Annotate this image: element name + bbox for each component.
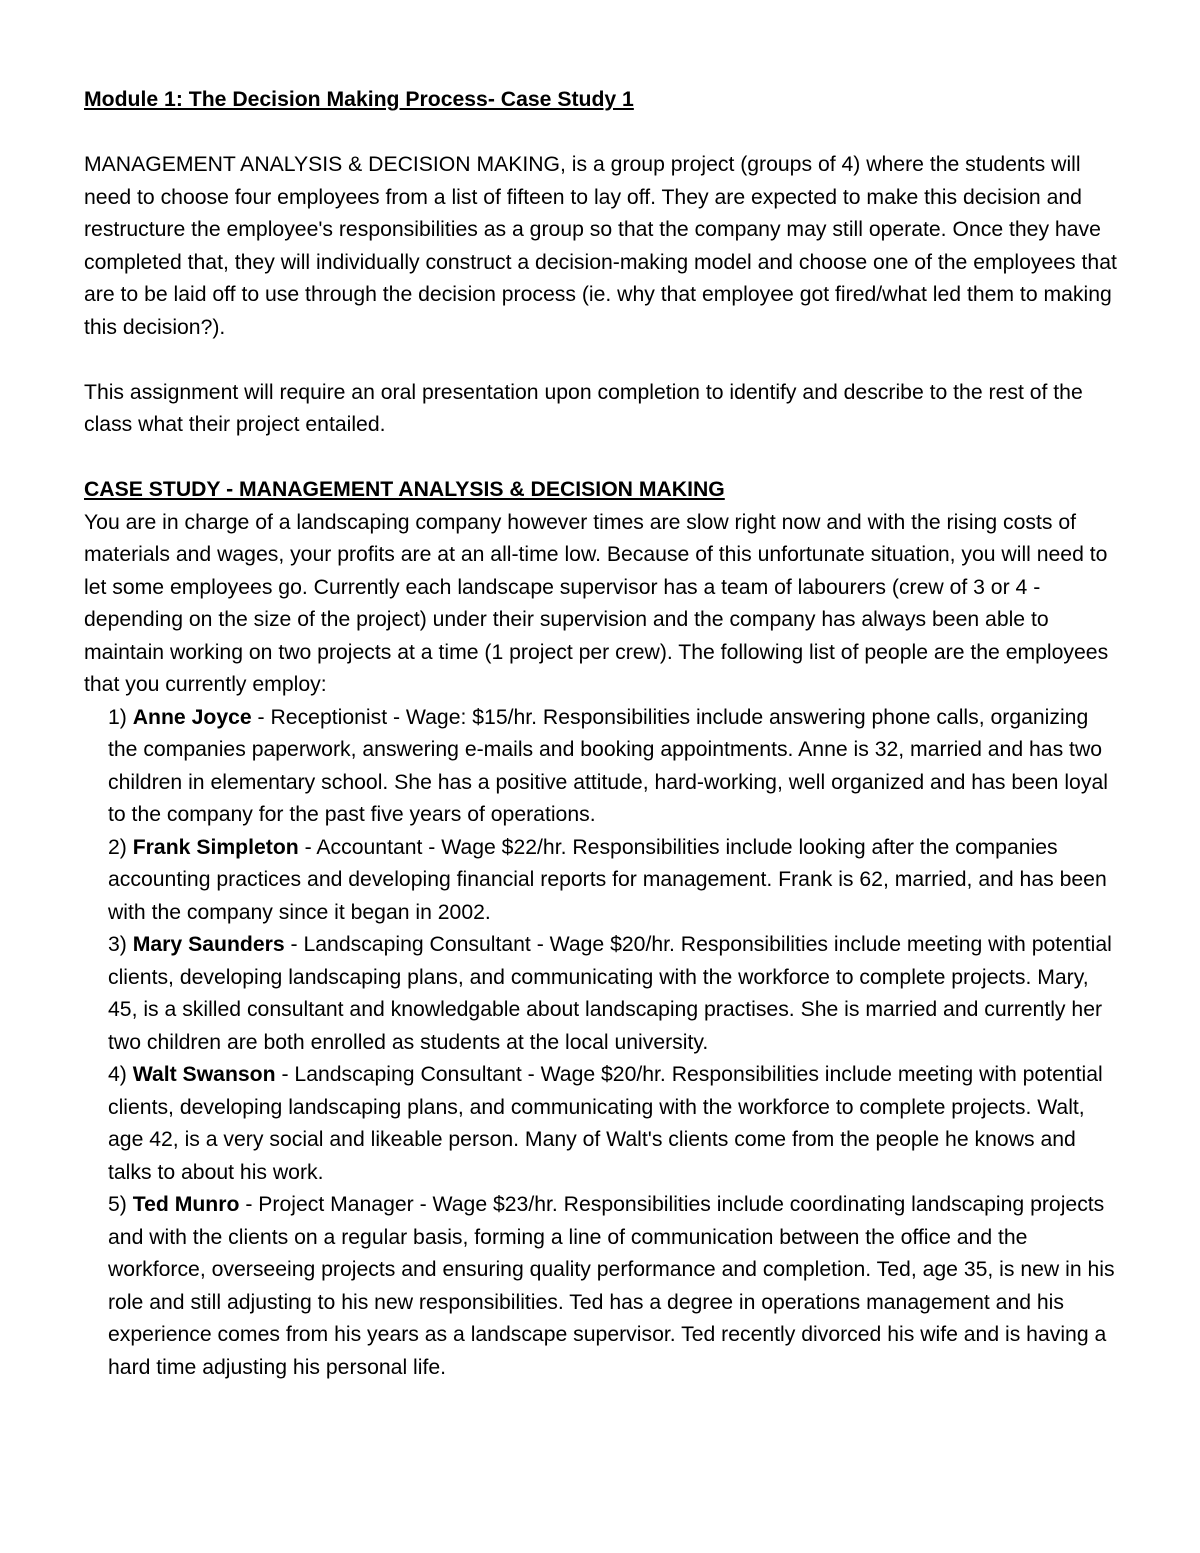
employee-number: 1) — [108, 705, 127, 729]
employee-number: 4) — [108, 1063, 127, 1086]
presentation-paragraph: This assignment will require an oral presentation upon completion to identify and describe to the rest of the class what their project entailed. — [84, 380, 1083, 436]
employee-name: Anne Joyce — [132, 705, 252, 729]
employee-list — [84, 702, 1119, 1385]
case-study-paragraph: You are in charge of a landscaping company however times are slow right now and with the rising costs of materials and wages, your profits are at an all-time low. Because of this unfortunate situation, you will need to let some employees go. Currently each landscape supervisor has a team of labourers (crew of 3 or 4 - depending on the size of the project) under their supervision and the company has always been able to maintain working on two projects at a time (1 project per crew). The following list of people are the employees that you currently employ: — [84, 510, 1109, 696]
employee-number: 2) — [108, 835, 127, 859]
spacer — [84, 442, 1119, 475]
employee-number: 5) — [108, 1193, 127, 1216]
list-item-employee — [84, 1189, 1119, 1384]
list-item-employee — [84, 702, 1119, 832]
intro-paragraph: MANAGEMENT ANALYSIS & DECISION MAKING, is a group project (groups of 4) where the students will need to choose four employees from a list of fifteen to lay off. They are expected to make this decision and restructure the employee's responsibilities as a group so that the company may still operate. Once they have completed that, they will individually construct a decision-making model and choose one of the employees that are to be laid off to use through the decision process (ie. why that employee got fired/what led them to making this decision?). — [84, 153, 1117, 339]
employee-details: - Landscaping Consultant - Wage $20/hr. Responsibilities include meeting with potential clients, developing landscaping plans, and communicating with the workforce to complete projects. Walt, age 42, is a very social and likeable person. Many of Walt's clients come from the people he knows and talks to about his work. — [108, 1063, 1103, 1184]
list-item-employee — [84, 1059, 1119, 1189]
employee-name: Walt Swanson — [132, 1063, 276, 1086]
employee-name: Mary Saunders — [132, 933, 285, 956]
list-item-employee — [84, 832, 1119, 930]
document-title: Module 1: The Decision Making Process- Case Study 1 — [84, 88, 634, 111]
spacer — [84, 344, 1119, 377]
employee-name: Ted Munro — [132, 1193, 240, 1216]
employee-name: Frank Simpleton — [132, 835, 299, 859]
employee-number: 3) — [108, 933, 127, 956]
document-page — [84, 84, 1119, 1384]
employee-details: - Accountant - Wage $22/hr. Responsibilities include looking after the companies accounting practices and developing financial reports for management. Frank is 62, married, and has been with the company since it began in 2002. — [108, 835, 1107, 924]
list-item-employee — [84, 929, 1119, 1059]
employee-details: - Project Manager - Wage $23/hr. Responsibilities include coordinating landscaping projects and with the clients on a regular basis, forming a line of communication between the office and the workforce, overseeing projects and ensuring quality performance and completion. Ted, age 35, is new in his role and still adjusting to his new responsibilities. Ted has a degree in operations management and his experience comes from his years as a landscape supervisor. Ted recently divorced his wife and is having a hard time adjusting his personal life. — [108, 1193, 1115, 1379]
case-study-heading: CASE STUDY - MANAGEMENT ANALYSIS & DECISION MAKING — [84, 478, 725, 501]
employee-details: - Receptionist - Wage: $15/hr. Responsibilities include answering phone calls, organizing the companies paperwork, answering e-mails and booking appointments. Anne is 32, married and has two children in elementary school. She has a positive attitude, hard-working, well organized and has been loyal to the company for the past five years of operations. — [108, 705, 1108, 826]
spacer — [84, 117, 1119, 150]
employee-details: - Landscaping Consultant - Wage $20/hr. Responsibilities include meeting with potential clients, developing landscaping plans, and communicating with the workforce to complete projects. Mary, 45, is a skilled consultant and knowledgable about landscaping practises. She is married and currently her two children are both enrolled as students at the local university. — [108, 933, 1112, 1054]
